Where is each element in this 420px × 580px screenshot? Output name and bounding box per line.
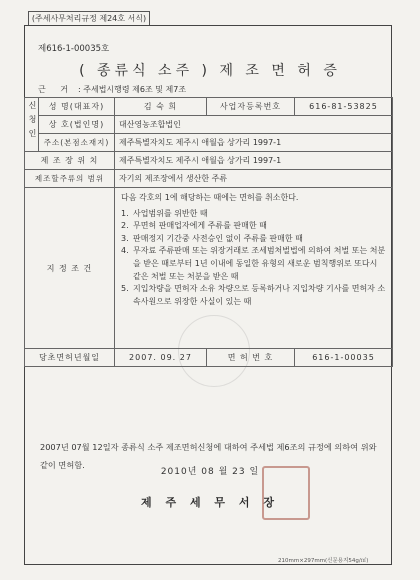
orig-date-value: 2007. 09. 27: [115, 349, 207, 367]
row-factory: [25, 152, 393, 170]
license-table: [24, 97, 393, 367]
condition-item: [121, 245, 386, 283]
condition-num: 4.: [121, 246, 129, 256]
document-title: ( 종류식 소주 ) 제 조 면 허 증: [79, 63, 341, 79]
orig-date-label: 당초면허년월일: [25, 349, 115, 367]
bizno-label: 사업자등록번호: [207, 98, 295, 116]
condition-text: 판매정지 기간중 사전승인 없이 주류를 판매한 때: [133, 233, 303, 243]
bizno-value: 616-81-53825: [295, 98, 393, 116]
condition-item: [121, 233, 386, 246]
condition-item: [121, 220, 386, 233]
row-address: [25, 134, 393, 152]
address-value: 제주특별자치도 제주시 애월읍 상가리 1997-1: [115, 134, 393, 152]
row-issue: [25, 349, 393, 367]
license-number: 제616-1-00035호: [38, 44, 110, 54]
row-name: [25, 98, 393, 116]
condition-text: 지입차량을 면허자 소유 차량으로 등록하거나 지입차량 기사를 면허자 소속사원으로 위장한 사실이 있는 때: [133, 284, 386, 306]
scope-label: 제조할주류의 범위: [25, 170, 115, 188]
issuance-statement: 2007년 07월 12일자 종류식 소주 제조면허신청에 대하여 주세법 제6조의 규정에 의하여 위와 같이 면허함.: [40, 442, 377, 470]
basis-label: 근 거: [38, 85, 74, 94]
condition-num: 3.: [121, 233, 129, 243]
company-value: 대산영농조합법인: [115, 116, 393, 134]
scope-value: 자기의 제조장에서 생산한 주류: [115, 170, 393, 188]
condition-item: [121, 208, 386, 221]
factory-value: 제주특별자치도 제주시 애월읍 상가리 1997-1: [115, 152, 393, 170]
address-label: 주소(본점소재지): [39, 134, 115, 152]
factory-label: 제 조 장 위 치: [25, 152, 115, 170]
applicant-side-text: 신청인: [28, 101, 37, 143]
paper-spec: 210mm×297mm(신문용지54g/㎡): [278, 558, 369, 564]
conditions-intro: 다음 각호의 1에 해당하는 때에는 면허를 취소한다.: [121, 193, 299, 202]
conditions-body: [115, 188, 393, 349]
condition-num: 1.: [121, 208, 129, 218]
condition-text: 무자료 주류판매 또는 위장거래로 조세범처벌법에 의하여 처벌 또는 처분을 받은 때로부터 1년 이내에 동일한 유형의 새로운 범칙행위로 또다시 같은 처벌 또는 처분을 받은 때: [133, 246, 386, 281]
issue-date: 2010년 08 월 23 일: [160, 467, 260, 477]
name-value: 김 숙 희: [115, 98, 207, 116]
applicant-side-label: [25, 98, 39, 152]
company-label: 상 호(법인명): [39, 116, 115, 134]
condition-num: 2.: [121, 221, 129, 231]
conditions-label: 지 정 조 건: [25, 188, 115, 349]
form-header: (주세사무처리규정 제24호 서식): [28, 11, 150, 26]
condition-text: 무면허 판매업자에게 주류를 판매한 때: [133, 221, 267, 231]
row-company: [25, 116, 393, 134]
basis-text: : 주세법시행령 제6조 및 제7조: [78, 85, 187, 94]
row-scope: [25, 170, 393, 188]
license-no-value: 616-1-00035: [295, 349, 393, 367]
condition-item: [121, 283, 386, 308]
condition-num: 5.: [121, 284, 129, 294]
condition-text: 사업범위를 위반한 때: [133, 208, 208, 218]
issuer: 제 주 세 무 서 장: [141, 496, 279, 509]
license-no-label: 면 허 번 호: [207, 349, 295, 367]
name-label: 성 명(대표자): [39, 98, 115, 116]
row-conditions: [25, 188, 393, 349]
official-seal: [262, 466, 310, 520]
legal-basis: [38, 84, 388, 95]
